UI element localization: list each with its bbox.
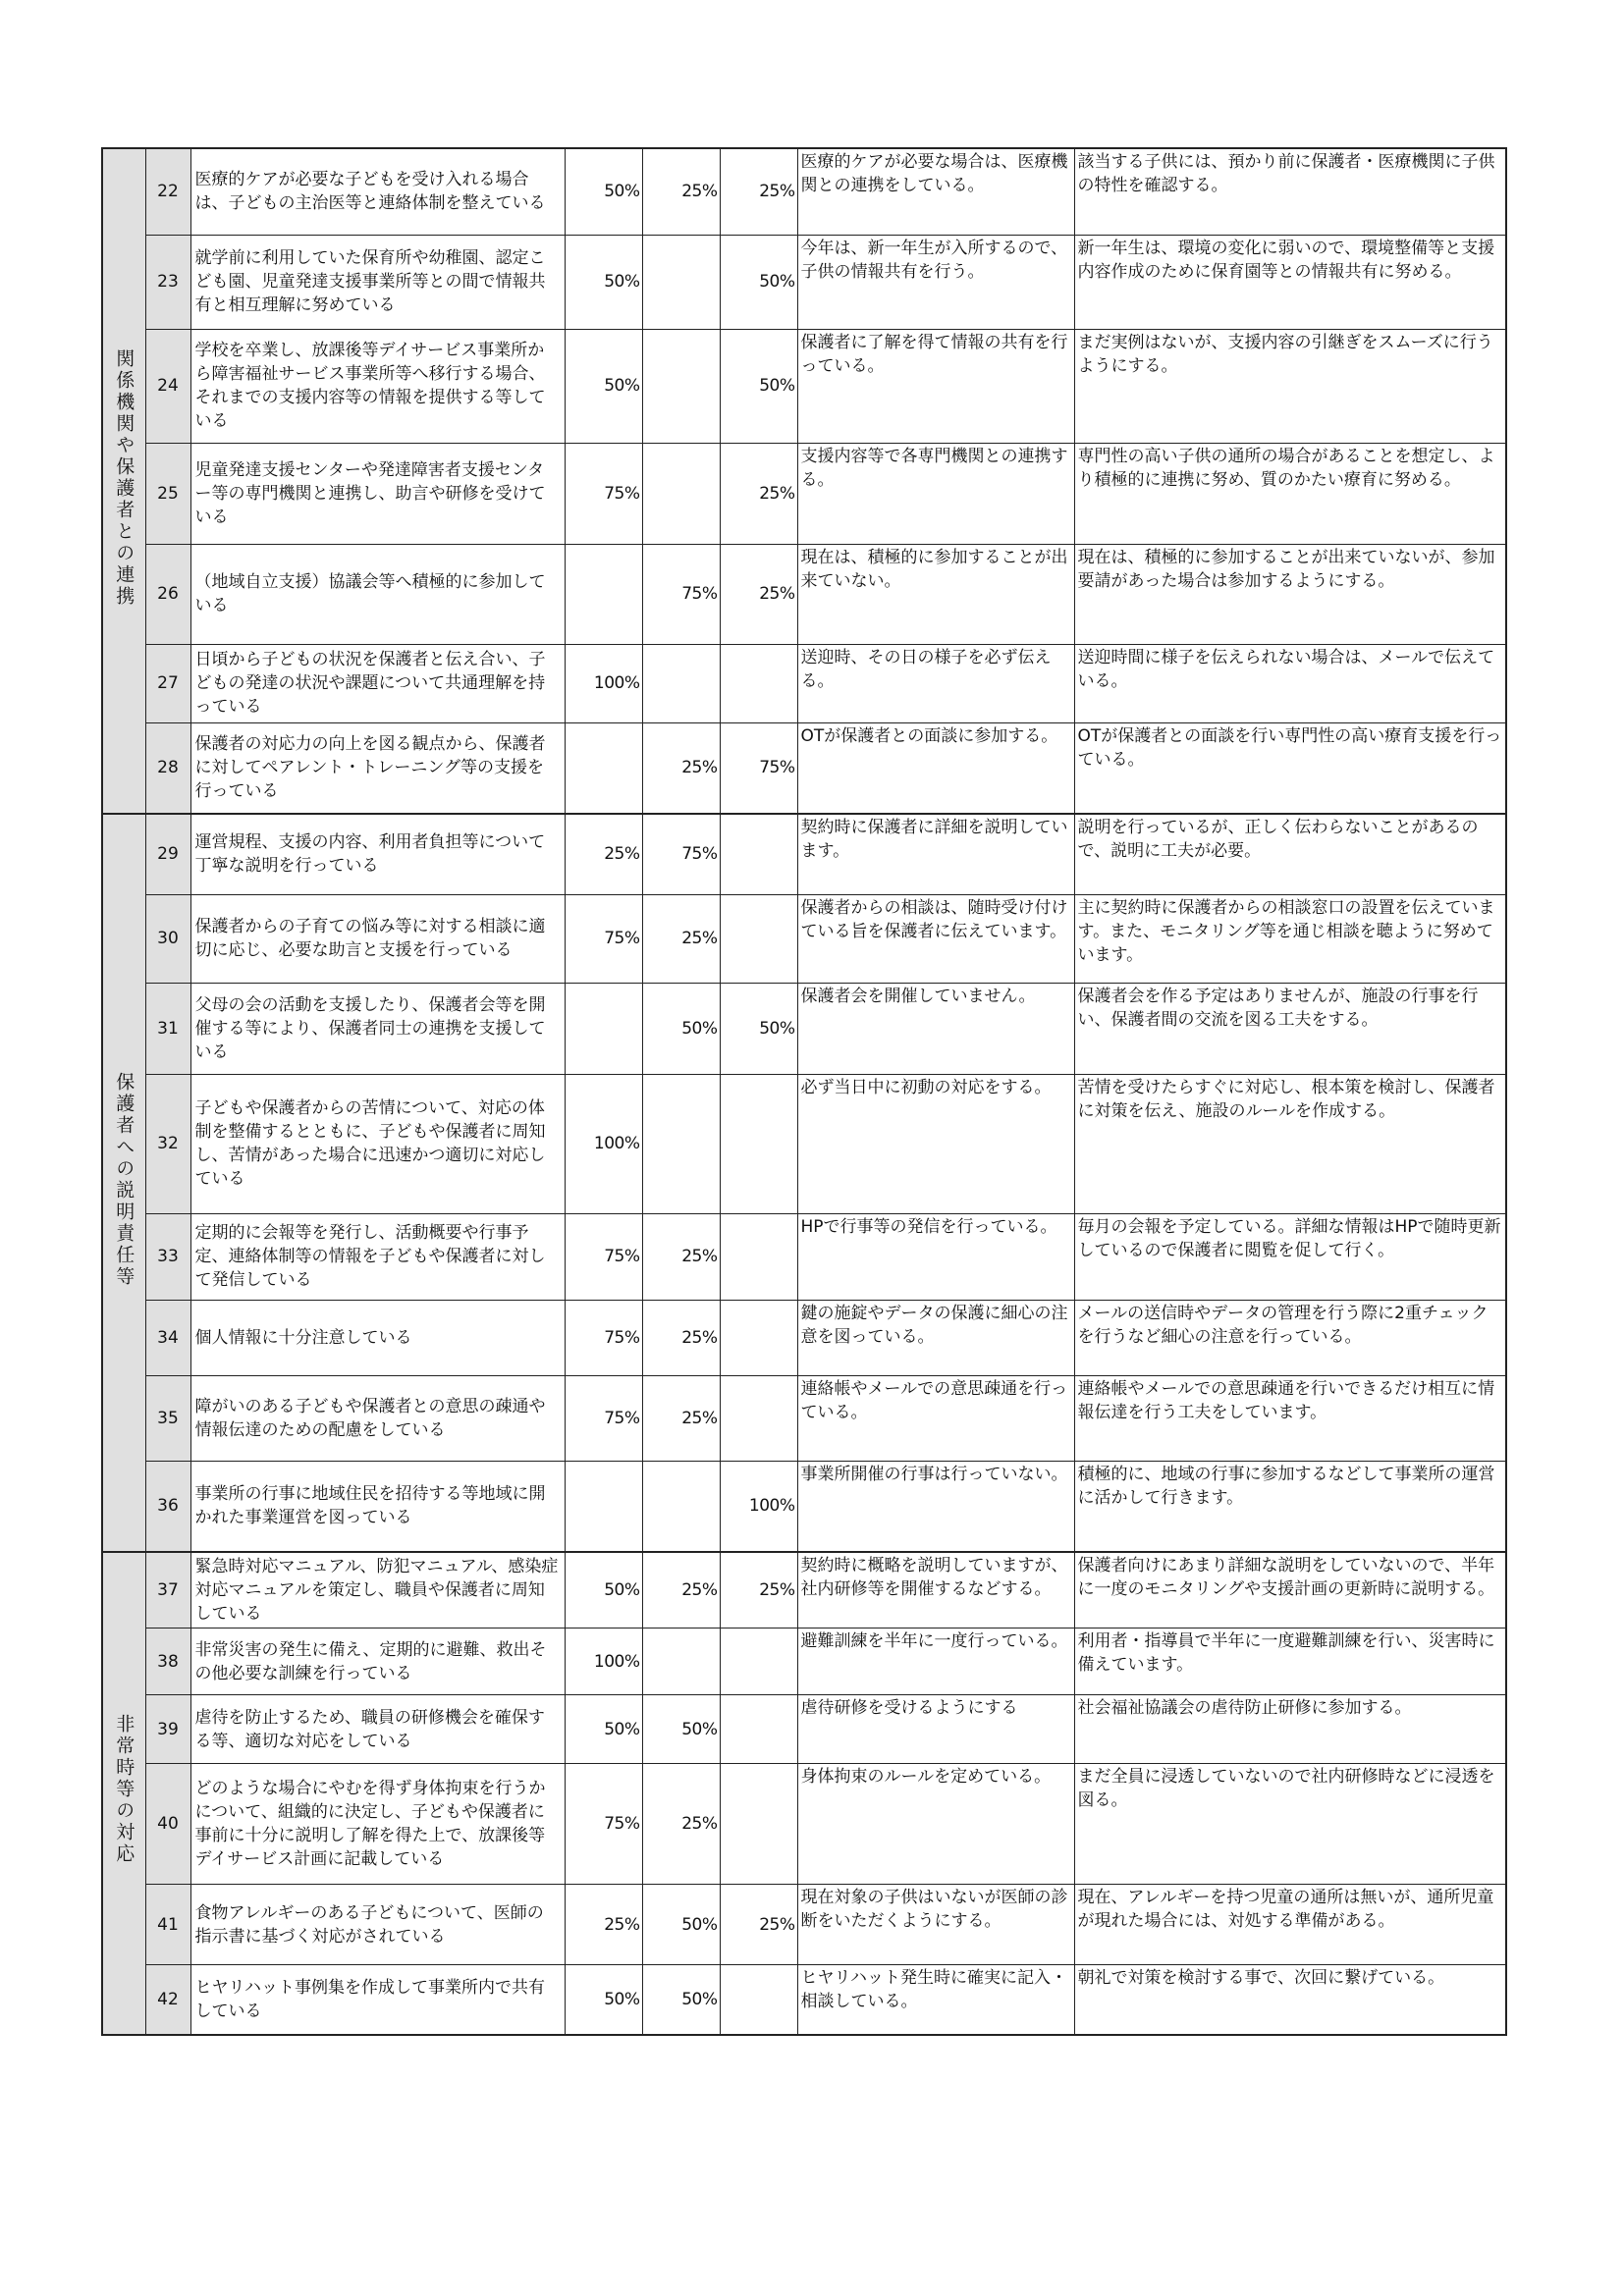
improvement-plan-comment: 主に契約時に保護者からの相談窓口の設置を伝えています。また、モニタリング等を通じ相談を聴ように努めています。: [1074, 894, 1506, 983]
improvement-plan-comment: 利用者・指導員で半年に一度避難訓練を行い、災害時に備えています。: [1074, 1629, 1506, 1695]
percent-no: 25%: [720, 1885, 797, 1965]
table-row: [102, 1461, 1506, 1552]
percent-neutral: [642, 329, 720, 443]
current-status-comment: 連絡帳やメールでの意思疎通を行っている。: [797, 1375, 1074, 1461]
item-number: 33: [145, 1213, 190, 1300]
table-row: [102, 1375, 1506, 1461]
percent-neutral: [642, 443, 720, 544]
percent-no: 50%: [720, 983, 797, 1074]
item-number: 24: [145, 329, 190, 443]
percent-neutral: 50%: [642, 1695, 720, 1764]
current-status-comment: 現在対象の子供はいないが医師の診断をいただくようにする。: [797, 1885, 1074, 1965]
item-number: 27: [145, 644, 190, 722]
current-status-comment: 必ず当日中に初動の対応をする。: [797, 1074, 1074, 1213]
percent-yes: 25%: [565, 814, 642, 894]
percent-yes: 100%: [565, 1074, 642, 1213]
current-status-comment: 虐待研修を受けるようにする: [797, 1695, 1074, 1764]
table-row: [102, 722, 1506, 814]
percent-neutral: 25%: [642, 1764, 720, 1885]
percent-no: [720, 894, 797, 983]
current-status-comment: 医療的ケアが必要な場合は、医療機関との連携をしている。: [797, 148, 1074, 235]
percent-yes: 50%: [565, 1695, 642, 1764]
percent-yes: [565, 983, 642, 1074]
percent-yes: 50%: [565, 329, 642, 443]
current-status-comment: 避難訓練を半年に一度行っている。: [797, 1629, 1074, 1695]
improvement-plan-comment: 社会福祉協議会の虐待防止研修に参加する。: [1074, 1695, 1506, 1764]
section-category-label: 保護者への説明責任等: [113, 1071, 135, 1288]
table-row: [102, 443, 1506, 544]
percent-yes: 50%: [565, 148, 642, 235]
improvement-plan-comment: 積極的に、地域の行事に参加するなどして事業所の運営に活かして行きます。: [1074, 1461, 1506, 1552]
improvement-plan-comment: 連絡帳やメールでの意思疎通を行いできるだけ相互に情報伝達を行う工夫をしています。: [1074, 1375, 1506, 1461]
percent-no: 25%: [720, 148, 797, 235]
question-text: 日頃から子どもの状況を保護者と伝え合い、子どもの発達の状況や課題について共通理解を持っている: [190, 644, 565, 722]
percent-yes: 75%: [565, 1300, 642, 1375]
evaluation-table: [101, 147, 1507, 2036]
percent-neutral: [642, 644, 720, 722]
percent-no: 100%: [720, 1461, 797, 1552]
percent-yes: 50%: [565, 235, 642, 329]
percent-yes: 100%: [565, 1629, 642, 1695]
question-text: 障がいのある子どもや保護者との意思の疎通や情報伝達のための配慮をしている: [190, 1375, 565, 1461]
table-row: [102, 983, 1506, 1074]
item-number: 30: [145, 894, 190, 983]
improvement-plan-comment: 新一年生は、環境の変化に弱いので、環境整備等と支援内容作成のために保育園等との情報共有に努める。: [1074, 235, 1506, 329]
percent-no: 25%: [720, 1552, 797, 1629]
percent-no: [720, 1074, 797, 1213]
question-text: 就学前に利用していた保育所や幼稚園、認定こども園、児童発達支援事業所等との間で情報共有と相互理解に努めている: [190, 235, 565, 329]
percent-neutral: 25%: [642, 1552, 720, 1629]
percent-no: 50%: [720, 235, 797, 329]
table-row: [102, 544, 1506, 644]
section-category-label: 関係機関や保護者との連携: [113, 347, 135, 608]
improvement-plan-comment: 専門性の高い子供の通所の場合があることを想定し、より積極的に連携に努め、質のかたい療育に努める。: [1074, 443, 1506, 544]
percent-yes: 50%: [565, 1552, 642, 1629]
improvement-plan-comment: まだ全員に浸透していないので社内研修時などに浸透を図る。: [1074, 1764, 1506, 1885]
improvement-plan-comment: 送迎時間に様子を伝えられない場合は、メールで伝えている。: [1074, 644, 1506, 722]
table-row: [102, 894, 1506, 983]
percent-no: [720, 1764, 797, 1885]
item-number: 36: [145, 1461, 190, 1552]
percent-neutral: 25%: [642, 1375, 720, 1461]
item-number: 29: [145, 814, 190, 894]
percent-neutral: 25%: [642, 1300, 720, 1375]
current-status-comment: 保護者からの相談は、随時受け付けている旨を保護者に伝えています。: [797, 894, 1074, 983]
current-status-comment: 保護者会を開催していません。: [797, 983, 1074, 1074]
section-category-cell: [102, 148, 145, 814]
percent-no: 50%: [720, 329, 797, 443]
percent-neutral: 50%: [642, 1885, 720, 1965]
table-row: [102, 1074, 1506, 1213]
table-row: [102, 329, 1506, 443]
question-text: 保護者の対応力の向上を図る観点から、保護者に対してペアレント・トレーニング等の支援を行っている: [190, 722, 565, 814]
current-status-comment: 今年は、新一年生が入所するので、子供の情報共有を行う。: [797, 235, 1074, 329]
item-number: 26: [145, 544, 190, 644]
percent-no: [720, 1629, 797, 1695]
question-text: 保護者からの子育ての悩み等に対する相談に適切に応じ、必要な助言と支援を行っている: [190, 894, 565, 983]
current-status-comment: 現在は、積極的に参加することが出来ていない。: [797, 544, 1074, 644]
percent-yes: 75%: [565, 1213, 642, 1300]
item-number: 37: [145, 1552, 190, 1629]
percent-neutral: [642, 1074, 720, 1213]
question-text: 事業所の行事に地域住民を招待する等地域に開かれた事業運営を図っている: [190, 1461, 565, 1552]
current-status-comment: 支援内容等で各専門機関との連携する。: [797, 443, 1074, 544]
item-number: 25: [145, 443, 190, 544]
section-category-cell: [102, 1552, 145, 2035]
percent-yes: 25%: [565, 1885, 642, 1965]
table-row: [102, 1629, 1506, 1695]
current-status-comment: 身体拘束のルールを定めている。: [797, 1764, 1074, 1885]
table-row: [102, 1213, 1506, 1300]
improvement-plan-comment: 毎月の会報を予定している。詳細な情報はHPで随時更新しているので保護者に閲覧を促して行く。: [1074, 1213, 1506, 1300]
percent-neutral: 25%: [642, 722, 720, 814]
current-status-comment: 鍵の施錠やデータの保護に細心の注意を図っている。: [797, 1300, 1074, 1375]
section-category-label: 非常時等の対応: [113, 1714, 135, 1866]
item-number: 35: [145, 1375, 190, 1461]
current-status-comment: 送迎時、その日の様子を必ず伝える。: [797, 644, 1074, 722]
percent-no: [720, 1300, 797, 1375]
section-category-cell: [102, 814, 145, 1552]
question-text: ヒヤリハット事例集を作成して事業所内で共有している: [190, 1965, 565, 2035]
percent-neutral: 25%: [642, 148, 720, 235]
question-text: 非常災害の発生に備え、定期的に避難、救出その他必要な訓練を行っている: [190, 1629, 565, 1695]
table-row: [102, 1965, 1506, 2035]
table-row: [102, 814, 1506, 894]
percent-no: [720, 644, 797, 722]
improvement-plan-comment: まだ実例はないが、支援内容の引継ぎをスムーズに行うようにする。: [1074, 329, 1506, 443]
question-text: （地域自立支援）協議会等へ積極的に参加している: [190, 544, 565, 644]
question-text: 定期的に会報等を発行し、活動概要や行事予定、連絡体制等の情報を子どもや保護者に対して発信している: [190, 1213, 565, 1300]
percent-no: [720, 1965, 797, 2035]
percent-neutral: [642, 235, 720, 329]
item-number: 42: [145, 1965, 190, 2035]
item-number: 41: [145, 1885, 190, 1965]
improvement-plan-comment: 保護者会を作る予定はありませんが、施設の行事を行い、保護者間の交流を図る工夫をする。: [1074, 983, 1506, 1074]
current-status-comment: OTが保護者との面談に参加する。: [797, 722, 1074, 814]
table-row: [102, 235, 1506, 329]
table-row: [102, 1300, 1506, 1375]
question-text: 個人情報に十分注意している: [190, 1300, 565, 1375]
item-number: 38: [145, 1629, 190, 1695]
percent-neutral: 75%: [642, 814, 720, 894]
percent-neutral: [642, 1461, 720, 1552]
percent-no: [720, 1375, 797, 1461]
item-number: 34: [145, 1300, 190, 1375]
current-status-comment: 事業所開催の行事は行っていない。: [797, 1461, 1074, 1552]
question-text: 医療的ケアが必要な子どもを受け入れる場合は、子どもの主治医等と連絡体制を整えている: [190, 148, 565, 235]
percent-no: 25%: [720, 544, 797, 644]
percent-yes: [565, 722, 642, 814]
current-status-comment: 契約時に概略を説明していますが、社内研修等を開催するなどする。: [797, 1552, 1074, 1629]
improvement-plan-comment: メールの送信時やデータの管理を行う際に2重チェックを行うなど細心の注意を行っている。: [1074, 1300, 1506, 1375]
question-text: どのような場合にやむを得ず身体拘束を行うかについて、組織的に決定し、子どもや保護者に事前に十分に説明し了解を得た上で、放課後等デイサービス計画に記載している: [190, 1764, 565, 1885]
item-number: 32: [145, 1074, 190, 1213]
item-number: 22: [145, 148, 190, 235]
improvement-plan-comment: 現在は、積極的に参加することが出来ていないが、参加要請があった場合は参加するようにする。: [1074, 544, 1506, 644]
current-status-comment: HPで行事等の発信を行っている。: [797, 1213, 1074, 1300]
percent-neutral: 25%: [642, 894, 720, 983]
percent-yes: 75%: [565, 1764, 642, 1885]
percent-neutral: [642, 1629, 720, 1695]
percent-no: [720, 814, 797, 894]
percent-yes: 75%: [565, 443, 642, 544]
table-row: [102, 1552, 1506, 1629]
percent-neutral: 50%: [642, 983, 720, 1074]
table-row: [102, 148, 1506, 235]
question-text: 食物アレルギーのある子どもについて、医師の指示書に基づく対応がされている: [190, 1885, 565, 1965]
current-status-comment: 契約時に保護者に詳細を説明しています。: [797, 814, 1074, 894]
percent-yes: 75%: [565, 1375, 642, 1461]
item-number: 23: [145, 235, 190, 329]
question-text: 父母の会の活動を支援したり、保護者会等を開催する等により、保護者同士の連携を支援している: [190, 983, 565, 1074]
percent-no: 25%: [720, 443, 797, 544]
percent-no: [720, 1695, 797, 1764]
percent-yes: 100%: [565, 644, 642, 722]
percent-yes: [565, 544, 642, 644]
improvement-plan-comment: 該当する子供には、預かり前に保護者・医療機関に子供の特性を確認する。: [1074, 148, 1506, 235]
question-text: 虐待を防止するため、職員の研修機会を確保する等、適切な対応をしている: [190, 1695, 565, 1764]
percent-yes: 50%: [565, 1965, 642, 2035]
current-status-comment: 保護者に了解を得て情報の共有を行っている。: [797, 329, 1074, 443]
improvement-plan-comment: OTが保護者との面談を行い専門性の高い療育支援を行っている。: [1074, 722, 1506, 814]
improvement-plan-comment: 苦情を受けたらすぐに対応し、根本策を検討し、保護者に対策を伝え、施設のルールを作成する。: [1074, 1074, 1506, 1213]
table-row: [102, 1695, 1506, 1764]
question-text: 児童発達支援センターや発達障害者支援センター等の専門機関と連携し、助言や研修を受けている: [190, 443, 565, 544]
percent-no: 75%: [720, 722, 797, 814]
question-text: 学校を卒業し、放課後等デイサービス事業所から障害福祉サービス事業所等へ移行する場合、それまでの支援内容等の情報を提供する等している: [190, 329, 565, 443]
table-row: [102, 644, 1506, 722]
item-number: 28: [145, 722, 190, 814]
percent-neutral: 50%: [642, 1965, 720, 2035]
improvement-plan-comment: 説明を行っているが、正しく伝わらないことがあるので、説明に工夫が必要。: [1074, 814, 1506, 894]
percent-yes: [565, 1461, 642, 1552]
improvement-plan-comment: 保護者向けにあまり詳細な説明をしていないので、半年に一度のモニタリングや支援計画の更新時に説明する。: [1074, 1552, 1506, 1629]
percent-yes: 75%: [565, 894, 642, 983]
table-row: [102, 1885, 1506, 1965]
table-row: [102, 1764, 1506, 1885]
item-number: 39: [145, 1695, 190, 1764]
item-number: 40: [145, 1764, 190, 1885]
question-text: 子どもや保護者からの苦情について、対応の体制を整備するとともに、子どもや保護者に周知し、苦情があった場合に迅速かつ適切に対応している: [190, 1074, 565, 1213]
question-text: 運営規程、支援の内容、利用者負担等について丁寧な説明を行っている: [190, 814, 565, 894]
percent-neutral: 25%: [642, 1213, 720, 1300]
percent-no: [720, 1213, 797, 1300]
current-status-comment: ヒヤリハット発生時に確実に記入・相談している。: [797, 1965, 1074, 2035]
item-number: 31: [145, 983, 190, 1074]
improvement-plan-comment: 朝礼で対策を検討する事で、次回に繋げている。: [1074, 1965, 1506, 2035]
percent-neutral: 75%: [642, 544, 720, 644]
question-text: 緊急時対応マニュアル、防犯マニュアル、感染症対応マニュアルを策定し、職員や保護者に周知している: [190, 1552, 565, 1629]
improvement-plan-comment: 現在、アレルギーを持つ児童の通所は無いが、通所児童が現れた場合には、対処する準備がある。: [1074, 1885, 1506, 1965]
